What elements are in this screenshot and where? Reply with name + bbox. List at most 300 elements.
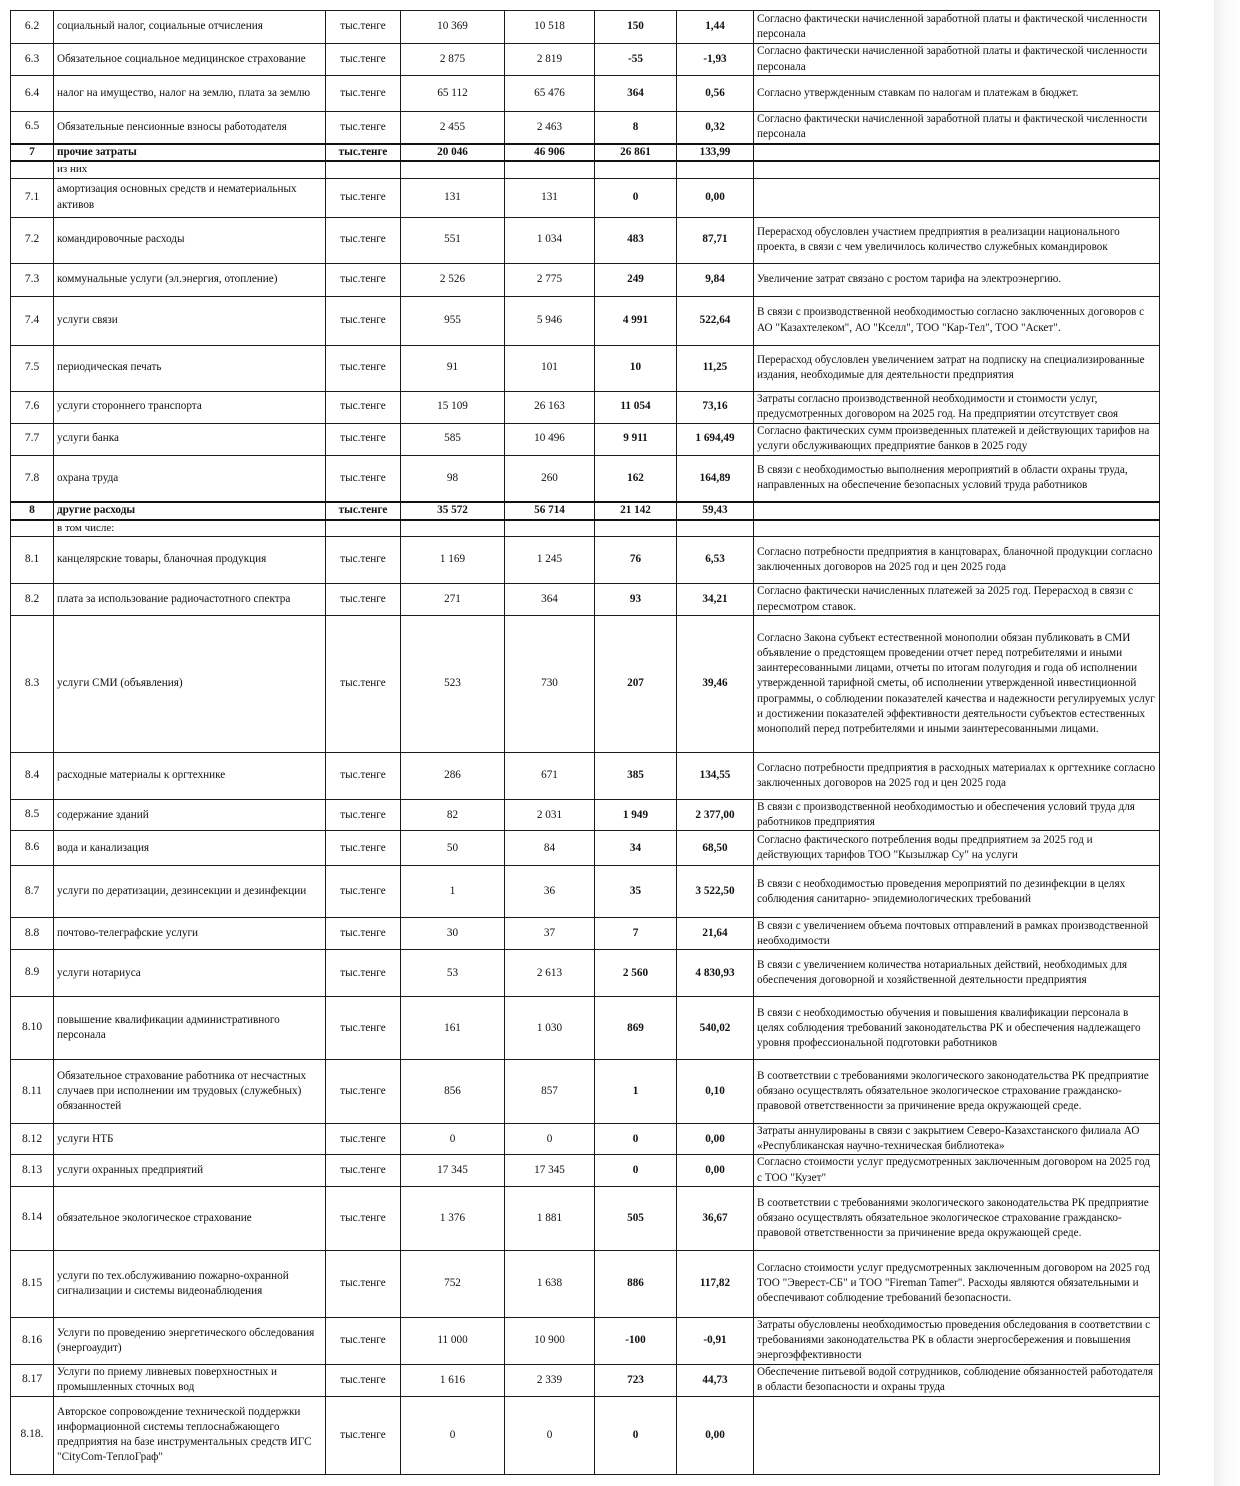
row-number-cell: 8 bbox=[11, 502, 54, 520]
plan-value-cell: 10 369 bbox=[401, 11, 505, 44]
row-number-cell: 8.7 bbox=[11, 866, 54, 918]
item-name-cell: Обязательное социальное медицинское страхование bbox=[54, 44, 326, 76]
row-number-cell: 8.3 bbox=[11, 616, 54, 753]
subheader-row bbox=[11, 161, 1160, 178]
row-number-cell: 7.6 bbox=[11, 391, 54, 423]
item-name-cell: социальный налог, социальные отчисления bbox=[54, 11, 326, 44]
deviation-amount-cell: 21 142 bbox=[595, 502, 677, 520]
row-number-cell: 8.2 bbox=[11, 584, 54, 616]
item-name-cell: услуги по тех.обслуживанию пожарно-охранной сигнализации и системы видеонаблюдения bbox=[54, 1250, 326, 1317]
deviation-percent-cell: 1,44 bbox=[677, 11, 754, 44]
explanation-cell: Согласно фактически начисленной заработной платы и фактической численности персонала bbox=[754, 112, 1160, 144]
deviation-amount-cell: 11 054 bbox=[595, 391, 677, 423]
plan-value-cell: 0 bbox=[401, 1124, 505, 1155]
item-name-cell: услуги связи bbox=[54, 296, 326, 345]
deviation-percent-cell: 133,99 bbox=[677, 144, 754, 162]
unit-cell: тыс.тенге bbox=[326, 423, 401, 455]
deviation-amount-cell: 35 bbox=[595, 866, 677, 918]
item-name-cell: услуги по дератизации, дезинсекции и дезинфекции bbox=[54, 866, 326, 918]
item-name-cell: услуги нотариуса bbox=[54, 950, 326, 997]
deviation-amount-cell: 483 bbox=[595, 217, 677, 263]
unit-cell: тыс.тенге bbox=[326, 1396, 401, 1474]
actual-value-cell: 2 339 bbox=[505, 1364, 595, 1396]
actual-value-cell: 131 bbox=[505, 178, 595, 217]
item-name-cell: амортизация основных средств и нематериальных активов bbox=[54, 178, 326, 217]
actual-value-cell: 84 bbox=[505, 831, 595, 866]
unit-cell: тыс.тенге bbox=[326, 11, 401, 44]
explanation-cell: Согласно Закона субъект естественной монополии обязан публиковать в СМИ объявление о предстоящем проведении отчет перед потребителями и иными заинтересованными лицами, отчеты по итогам полугодия и года об исполнении утвержденной тарифной сметы, об исполнении утвержденной инвестиционной программы, о соблюдении показателей качества и надежности регулируемых услуг и достижении показателей эффективности деятельности субъектов естественных монополий перед потребителями и иными заинтересованными лицами. bbox=[754, 616, 1160, 753]
deviation-percent-cell: 21,64 bbox=[677, 918, 754, 950]
actual-value-cell: 730 bbox=[505, 616, 595, 753]
actual-value-cell: 101 bbox=[505, 345, 595, 391]
row-number-cell: 6.5 bbox=[11, 112, 54, 144]
unit-cell: тыс.тенге bbox=[326, 1250, 401, 1317]
row-number-cell: 8.12 bbox=[11, 1124, 54, 1155]
table-row bbox=[11, 44, 1160, 76]
deviation-percent-cell: 540,02 bbox=[677, 997, 754, 1060]
deviation-amount-cell: 0 bbox=[595, 1155, 677, 1186]
deviation-percent-cell: 0,56 bbox=[677, 76, 754, 112]
deviation-amount-cell: 26 861 bbox=[595, 144, 677, 162]
deviation-percent-cell: 0,10 bbox=[677, 1060, 754, 1124]
table-row bbox=[11, 1124, 1160, 1155]
subheader-row bbox=[11, 520, 1160, 537]
actual-value-cell: 2 775 bbox=[505, 263, 595, 296]
explanation-cell bbox=[754, 1396, 1160, 1474]
table-row bbox=[11, 753, 1160, 800]
table-row bbox=[11, 391, 1160, 423]
unit-cell: тыс.тенге bbox=[326, 76, 401, 112]
actual-value-cell: 10 496 bbox=[505, 423, 595, 455]
plan-value-cell: 91 bbox=[401, 345, 505, 391]
table-row bbox=[11, 423, 1160, 455]
unit-cell: тыс.тенге bbox=[326, 144, 401, 162]
deviation-percent-cell: 9,84 bbox=[677, 263, 754, 296]
plan-value-cell: 1 169 bbox=[401, 537, 505, 584]
row-number-cell: 8.9 bbox=[11, 950, 54, 997]
unit-cell: тыс.тенге bbox=[326, 537, 401, 584]
deviation-amount-cell: 1 949 bbox=[595, 800, 677, 831]
deviation-amount-cell: 2 560 bbox=[595, 950, 677, 997]
table-row bbox=[11, 11, 1160, 44]
table-row bbox=[11, 997, 1160, 1060]
deviation-amount-cell: 1 bbox=[595, 1060, 677, 1124]
deviation-amount-cell: 8 bbox=[595, 112, 677, 144]
explanation-cell: Согласно утвержденным ставкам по налогам и платежам в бюджет. bbox=[754, 76, 1160, 112]
deviation-amount-cell: 9 911 bbox=[595, 423, 677, 455]
row-number-cell: 8.11 bbox=[11, 1060, 54, 1124]
row-number-cell: 8.16 bbox=[11, 1317, 54, 1364]
deviation-amount-cell: 505 bbox=[595, 1186, 677, 1250]
table-row bbox=[11, 616, 1160, 753]
deviation-percent-cell: 164,89 bbox=[677, 455, 754, 502]
plan-value-cell: 35 572 bbox=[401, 502, 505, 520]
row-number-cell: 7.7 bbox=[11, 423, 54, 455]
item-name-cell: обязательное экологическое страхование bbox=[54, 1186, 326, 1250]
explanation-cell: Согласно стоимости услуг предусмотренных заключенным договором на 2025 год с ТОО "Кузет" bbox=[754, 1155, 1160, 1186]
actual-value-cell: 1 638 bbox=[505, 1250, 595, 1317]
deviation-percent-cell: 134,55 bbox=[677, 753, 754, 800]
budget-execution-table bbox=[10, 10, 1160, 1475]
actual-value-cell: 260 bbox=[505, 455, 595, 502]
row-number-cell: 6.2 bbox=[11, 11, 54, 44]
actual-value-cell: 0 bbox=[505, 1396, 595, 1474]
row-number-cell: 8.17 bbox=[11, 1364, 54, 1396]
deviation-amount-cell: 723 bbox=[595, 1364, 677, 1396]
deviation-percent-cell bbox=[677, 520, 754, 537]
row-number-cell: 8.5 bbox=[11, 800, 54, 831]
actual-value-cell: 2 613 bbox=[505, 950, 595, 997]
deviation-percent-cell: 0,00 bbox=[677, 1396, 754, 1474]
deviation-amount-cell: -100 bbox=[595, 1317, 677, 1364]
row-number-cell: 7.5 bbox=[11, 345, 54, 391]
row-number-cell bbox=[11, 161, 54, 178]
unit-cell: тыс.тенге bbox=[326, 1317, 401, 1364]
deviation-amount-cell: 7 bbox=[595, 918, 677, 950]
item-name-cell: расходные материалы к оргтехнике bbox=[54, 753, 326, 800]
actual-value-cell: 26 163 bbox=[505, 391, 595, 423]
deviation-percent-cell: 87,71 bbox=[677, 217, 754, 263]
row-number-cell: 8.4 bbox=[11, 753, 54, 800]
explanation-cell: Согласно фактических сумм произведенных платежей и действующих тарифов на услуги обслуживающих предприятие банков в 2025 году bbox=[754, 423, 1160, 455]
unit-cell: тыс.тенге bbox=[326, 753, 401, 800]
actual-value-cell: 2 031 bbox=[505, 800, 595, 831]
item-name-cell: коммунальные услуги (эл.энергия, отопление) bbox=[54, 263, 326, 296]
actual-value-cell: 1 030 bbox=[505, 997, 595, 1060]
unit-cell bbox=[326, 520, 401, 537]
table-row bbox=[11, 1364, 1160, 1396]
item-name-cell: повышение квалификации административного персонала bbox=[54, 997, 326, 1060]
plan-value-cell: 523 bbox=[401, 616, 505, 753]
explanation-cell bbox=[754, 161, 1160, 178]
plan-value-cell: 131 bbox=[401, 178, 505, 217]
explanation-cell: В связи с необходимостью проведения мероприятий по дезинфекции в целях соблюдения санитарно- эпидемиологических требований bbox=[754, 866, 1160, 918]
table-row bbox=[11, 178, 1160, 217]
explanation-cell: В соответствии с требованиями экологического законодательства РК предприятие обязано осуществлять обязательное экологическое страхование гражданско- правовой ответственности за причинение вреда окружающей среде. bbox=[754, 1186, 1160, 1250]
plan-value-cell: 30 bbox=[401, 918, 505, 950]
unit-cell: тыс.тенге bbox=[326, 217, 401, 263]
deviation-amount-cell: 0 bbox=[595, 1124, 677, 1155]
table-row bbox=[11, 217, 1160, 263]
deviation-amount-cell: 385 bbox=[595, 753, 677, 800]
unit-cell: тыс.тенге bbox=[326, 44, 401, 76]
unit-cell: тыс.тенге bbox=[326, 1364, 401, 1396]
deviation-percent-cell: 0,00 bbox=[677, 1155, 754, 1186]
deviation-percent-cell: 522,64 bbox=[677, 296, 754, 345]
explanation-cell: В связи с необходимостью выполнения мероприятий в области охраны труда, направленных на обеспечение безопасных условий труда работников bbox=[754, 455, 1160, 502]
table-row bbox=[11, 1317, 1160, 1364]
unit-cell: тыс.тенге bbox=[326, 866, 401, 918]
plan-value-cell: 1 616 bbox=[401, 1364, 505, 1396]
item-name-cell: периодическая печать bbox=[54, 345, 326, 391]
actual-value-cell: 0 bbox=[505, 1124, 595, 1155]
actual-value-cell bbox=[505, 161, 595, 178]
plan-value-cell: 752 bbox=[401, 1250, 505, 1317]
unit-cell: тыс.тенге bbox=[326, 584, 401, 616]
unit-cell: тыс.тенге bbox=[326, 1186, 401, 1250]
actual-value-cell: 1 881 bbox=[505, 1186, 595, 1250]
deviation-percent-cell: 68,50 bbox=[677, 831, 754, 866]
explanation-cell: Увеличение затрат связано с ростом тарифа на электроэнергию. bbox=[754, 263, 1160, 296]
item-name-cell: канцелярские товары, бланочная продукция bbox=[54, 537, 326, 584]
table-row bbox=[11, 296, 1160, 345]
actual-value-cell: 2 463 bbox=[505, 112, 595, 144]
explanation-cell: Затраты аннулированы в связи с закрытием Северо-Казахстанского филиала АО «Республиканская научно-техническая библиотека» bbox=[754, 1124, 1160, 1155]
unit-cell: тыс.тенге bbox=[326, 1124, 401, 1155]
item-name-cell: услуги охранных предприятий bbox=[54, 1155, 326, 1186]
actual-value-cell: 10 518 bbox=[505, 11, 595, 44]
unit-cell: тыс.тенге bbox=[326, 263, 401, 296]
deviation-percent-cell: 36,67 bbox=[677, 1186, 754, 1250]
deviation-percent-cell: 11,25 bbox=[677, 345, 754, 391]
section-total-row bbox=[11, 502, 1160, 520]
explanation-cell bbox=[754, 178, 1160, 217]
item-name-cell: услуги СМИ (объявления) bbox=[54, 616, 326, 753]
table-row bbox=[11, 455, 1160, 502]
deviation-amount-cell: 162 bbox=[595, 455, 677, 502]
deviation-percent-cell: 34,21 bbox=[677, 584, 754, 616]
plan-value-cell: 2 526 bbox=[401, 263, 505, 296]
actual-value-cell: 37 bbox=[505, 918, 595, 950]
row-number-cell: 7.8 bbox=[11, 455, 54, 502]
plan-value-cell: 856 bbox=[401, 1060, 505, 1124]
unit-cell: тыс.тенге bbox=[326, 950, 401, 997]
deviation-percent-cell: 39,46 bbox=[677, 616, 754, 753]
actual-value-cell: 46 906 bbox=[505, 144, 595, 162]
table-row bbox=[11, 1186, 1160, 1250]
row-number-cell: 7 bbox=[11, 144, 54, 162]
explanation-cell: Согласно стоимости услуг предусмотренных заключенным договором на 2025 год ТОО "Эверест-СБ" и ТОО "Fireman Tamer". Расходы являются обязательными и обеспечивают соблюдение требований безопасности. bbox=[754, 1250, 1160, 1317]
row-number-cell: 6.3 bbox=[11, 44, 54, 76]
plan-value-cell: 1 376 bbox=[401, 1186, 505, 1250]
table-row bbox=[11, 537, 1160, 584]
unit-cell: тыс.тенге bbox=[326, 1060, 401, 1124]
actual-value-cell: 1 245 bbox=[505, 537, 595, 584]
row-number-cell: 6.4 bbox=[11, 76, 54, 112]
explanation-cell: Согласно потребности предприятия в канцтоварах, бланочной продукции согласно заключенных договоров на 2025 год и цен 2025 года bbox=[754, 537, 1160, 584]
explanation-cell: В связи с производственной необходимостью согласно заключенных договоров с АО "Казахтелеком", АО "Кселл", ТОО "Кар-Тел", ТОО "Аскет". bbox=[754, 296, 1160, 345]
actual-value-cell bbox=[505, 520, 595, 537]
deviation-percent-cell: 0,32 bbox=[677, 112, 754, 144]
row-number-cell: 7.2 bbox=[11, 217, 54, 263]
plan-value-cell: 2 455 bbox=[401, 112, 505, 144]
plan-value-cell: 82 bbox=[401, 800, 505, 831]
item-name-cell: Обязательное страхование работника от несчастных случаев при исполнении им трудовых (служебных) обязанностей bbox=[54, 1060, 326, 1124]
item-name-cell: Авторское сопровождение технической поддержки информационной системы теплоснабжающего предприятия на базе инструментальных средств ИГС "CityCom-ТеплоГраф" bbox=[54, 1396, 326, 1474]
explanation-cell: Перерасход обусловлен увеличением затрат на подписку на специализированные издания, необходимые для деятельности предприятия bbox=[754, 345, 1160, 391]
deviation-amount-cell: 150 bbox=[595, 11, 677, 44]
table-row bbox=[11, 866, 1160, 918]
table-row bbox=[11, 950, 1160, 997]
row-number-cell: 8.8 bbox=[11, 918, 54, 950]
deviation-amount-cell: -55 bbox=[595, 44, 677, 76]
item-name-cell: услуги стороннего транспорта bbox=[54, 391, 326, 423]
item-name-cell: Обязательные пенсионные взносы работодателя bbox=[54, 112, 326, 144]
row-number-cell: 8.14 bbox=[11, 1186, 54, 1250]
table-body bbox=[11, 11, 1160, 1475]
table-row bbox=[11, 584, 1160, 616]
deviation-amount-cell: 4 991 bbox=[595, 296, 677, 345]
deviation-amount-cell: 869 bbox=[595, 997, 677, 1060]
plan-value-cell: 551 bbox=[401, 217, 505, 263]
unit-cell: тыс.тенге bbox=[326, 391, 401, 423]
deviation-amount-cell: 0 bbox=[595, 178, 677, 217]
actual-value-cell: 1 034 bbox=[505, 217, 595, 263]
item-name-cell: содержание зданий bbox=[54, 800, 326, 831]
plan-value-cell: 0 bbox=[401, 1396, 505, 1474]
row-number-cell bbox=[11, 520, 54, 537]
deviation-percent-cell: 73,16 bbox=[677, 391, 754, 423]
plan-value-cell: 1 bbox=[401, 866, 505, 918]
table-row bbox=[11, 1396, 1160, 1474]
deviation-amount-cell: 249 bbox=[595, 263, 677, 296]
plan-value-cell: 585 bbox=[401, 423, 505, 455]
unit-cell: тыс.тенге bbox=[326, 1155, 401, 1186]
item-name-cell: услуги НТБ bbox=[54, 1124, 326, 1155]
item-name-cell: Услуги по приему ливневых поверхностных и промышленных сточных вод bbox=[54, 1364, 326, 1396]
explanation-cell: В связи с увеличением количества нотариальных действий, необходимых для обеспечения договорной и хозяйственной деятельности предприятия bbox=[754, 950, 1160, 997]
row-number-cell: 8.13 bbox=[11, 1155, 54, 1186]
plan-value-cell: 98 bbox=[401, 455, 505, 502]
plan-value-cell: 53 bbox=[401, 950, 505, 997]
explanation-cell: В связи с увеличением объема почтовых отправлений в рамках производственной необходимости bbox=[754, 918, 1160, 950]
item-name-cell: другие расходы bbox=[54, 502, 326, 520]
unit-cell bbox=[326, 161, 401, 178]
item-name-cell: почтово-телеграфские услуги bbox=[54, 918, 326, 950]
deviation-percent-cell: 44,73 bbox=[677, 1364, 754, 1396]
table-row bbox=[11, 800, 1160, 831]
deviation-amount-cell: 93 bbox=[595, 584, 677, 616]
deviation-amount-cell: 34 bbox=[595, 831, 677, 866]
explanation-cell bbox=[754, 144, 1160, 162]
deviation-percent-cell: 2 377,00 bbox=[677, 800, 754, 831]
unit-cell: тыс.тенге bbox=[326, 918, 401, 950]
unit-cell: тыс.тенге bbox=[326, 831, 401, 866]
unit-cell: тыс.тенге bbox=[326, 502, 401, 520]
explanation-cell: Согласно фактически начисленной заработной платы и фактической численности персонала bbox=[754, 11, 1160, 44]
actual-value-cell: 364 bbox=[505, 584, 595, 616]
row-number-cell: 7.4 bbox=[11, 296, 54, 345]
deviation-amount-cell: 364 bbox=[595, 76, 677, 112]
item-name-cell: налог на имущество, налог на землю, плата за землю bbox=[54, 76, 326, 112]
item-name-cell: Услуги по проведению энергетического обследования (энергоаудит) bbox=[54, 1317, 326, 1364]
item-name-cell: из них bbox=[54, 161, 326, 178]
table-row bbox=[11, 76, 1160, 112]
item-name-cell: командировочные расходы bbox=[54, 217, 326, 263]
unit-cell: тыс.тенге bbox=[326, 997, 401, 1060]
actual-value-cell: 2 819 bbox=[505, 44, 595, 76]
table-row bbox=[11, 1060, 1160, 1124]
deviation-percent-cell: 1 694,49 bbox=[677, 423, 754, 455]
item-name-cell: плата за использование радиочастотного спектра bbox=[54, 584, 326, 616]
explanation-cell: Согласно фактически начисленных платежей за 2025 год. Перерасход в связи с пересмотром ставок. bbox=[754, 584, 1160, 616]
deviation-amount-cell: 10 bbox=[595, 345, 677, 391]
explanation-cell: Согласно фактически начисленной заработной платы и фактической численности персонала bbox=[754, 44, 1160, 76]
deviation-amount-cell bbox=[595, 520, 677, 537]
unit-cell: тыс.тенге bbox=[326, 616, 401, 753]
deviation-percent-cell: 117,82 bbox=[677, 1250, 754, 1317]
unit-cell: тыс.тенге bbox=[326, 112, 401, 144]
explanation-cell: Затраты обусловлены необходимостью проведения обследования в соответствии с требованиями законодательства РК в области энергосбережения и повышения энергоэффективности bbox=[754, 1317, 1160, 1364]
unit-cell: тыс.тенге bbox=[326, 800, 401, 831]
table-row bbox=[11, 112, 1160, 144]
explanation-cell: Затраты согласно производственной необходимости и стоимости услуг, предусмотренных договором на 2025 год. На предприятии отсутствует своя bbox=[754, 391, 1160, 423]
plan-value-cell: 161 bbox=[401, 997, 505, 1060]
plan-value-cell: 955 bbox=[401, 296, 505, 345]
plan-value-cell bbox=[401, 520, 505, 537]
section-total-row bbox=[11, 144, 1160, 162]
explanation-cell bbox=[754, 520, 1160, 537]
row-number-cell: 8.18. bbox=[11, 1396, 54, 1474]
actual-value-cell: 671 bbox=[505, 753, 595, 800]
deviation-percent-cell: 6,53 bbox=[677, 537, 754, 584]
deviation-percent-cell: 0,00 bbox=[677, 1124, 754, 1155]
actual-value-cell: 36 bbox=[505, 866, 595, 918]
deviation-percent-cell: 3 522,50 bbox=[677, 866, 754, 918]
deviation-amount-cell bbox=[595, 161, 677, 178]
explanation-cell: В соответствии с требованиями экологического законодательства РК предприятие обязано осуществлять обязательное экологическое страхование гражданско- правовой ответственности за причинение вреда окружающей среде. bbox=[754, 1060, 1160, 1124]
row-number-cell: 8.10 bbox=[11, 997, 54, 1060]
table-row bbox=[11, 1155, 1160, 1186]
plan-value-cell: 17 345 bbox=[401, 1155, 505, 1186]
table-row bbox=[11, 263, 1160, 296]
table-row bbox=[11, 345, 1160, 391]
item-name-cell: в том числе: bbox=[54, 520, 326, 537]
explanation-cell: Перерасход обусловлен участием предприятия в реализации национального проекта, в связи с чем увеличилось количество служебных командировок bbox=[754, 217, 1160, 263]
explanation-cell: Обеспечение питьевой водой сотрудников, соблюдение обязанностей работодателя в области безопасности и охраны труда bbox=[754, 1364, 1160, 1396]
table-row bbox=[11, 918, 1160, 950]
explanation-cell: Согласно фактического потребления воды предприятием за 2025 год и действующих тарифов ТОО "Кызылжар Су" на услуги bbox=[754, 831, 1160, 866]
row-number-cell: 8.15 bbox=[11, 1250, 54, 1317]
deviation-amount-cell: 207 bbox=[595, 616, 677, 753]
item-name-cell: охрана труда bbox=[54, 455, 326, 502]
deviation-percent-cell: -0,91 bbox=[677, 1317, 754, 1364]
plan-value-cell: 11 000 bbox=[401, 1317, 505, 1364]
plan-value-cell: 65 112 bbox=[401, 76, 505, 112]
plan-value-cell: 271 bbox=[401, 584, 505, 616]
actual-value-cell: 10 900 bbox=[505, 1317, 595, 1364]
unit-cell: тыс.тенге bbox=[326, 296, 401, 345]
deviation-percent-cell bbox=[677, 161, 754, 178]
deviation-percent-cell: -1,93 bbox=[677, 44, 754, 76]
row-number-cell: 7.1 bbox=[11, 178, 54, 217]
actual-value-cell: 65 476 bbox=[505, 76, 595, 112]
plan-value-cell bbox=[401, 161, 505, 178]
explanation-cell: Согласно потребности предприятия в расходных материалах к оргтехнике согласно заключенных договоров на 2025 год и цен 2025 года bbox=[754, 753, 1160, 800]
deviation-percent-cell: 0,00 bbox=[677, 178, 754, 217]
explanation-cell bbox=[754, 502, 1160, 520]
table-row bbox=[11, 1250, 1160, 1317]
row-number-cell: 8.6 bbox=[11, 831, 54, 866]
plan-value-cell: 2 875 bbox=[401, 44, 505, 76]
row-number-cell: 7.3 bbox=[11, 263, 54, 296]
actual-value-cell: 857 bbox=[505, 1060, 595, 1124]
deviation-percent-cell: 4 830,93 bbox=[677, 950, 754, 997]
plan-value-cell: 50 bbox=[401, 831, 505, 866]
scan-edge-strip bbox=[1214, 0, 1240, 1486]
actual-value-cell: 5 946 bbox=[505, 296, 595, 345]
explanation-cell: В связи с необходимостью обучения и повышения квалификации персонала в целях соблюдения требований законодательства РК и обеспечения надлежащего уровня профессиональной подготовки работников bbox=[754, 997, 1160, 1060]
deviation-percent-cell: 59,43 bbox=[677, 502, 754, 520]
unit-cell: тыс.тенге bbox=[326, 455, 401, 502]
deviation-amount-cell: 0 bbox=[595, 1396, 677, 1474]
item-name-cell: прочие затраты bbox=[54, 144, 326, 162]
actual-value-cell: 56 714 bbox=[505, 502, 595, 520]
plan-value-cell: 20 046 bbox=[401, 144, 505, 162]
item-name-cell: вода и канализация bbox=[54, 831, 326, 866]
item-name-cell: услуги банка bbox=[54, 423, 326, 455]
row-number-cell: 8.1 bbox=[11, 537, 54, 584]
